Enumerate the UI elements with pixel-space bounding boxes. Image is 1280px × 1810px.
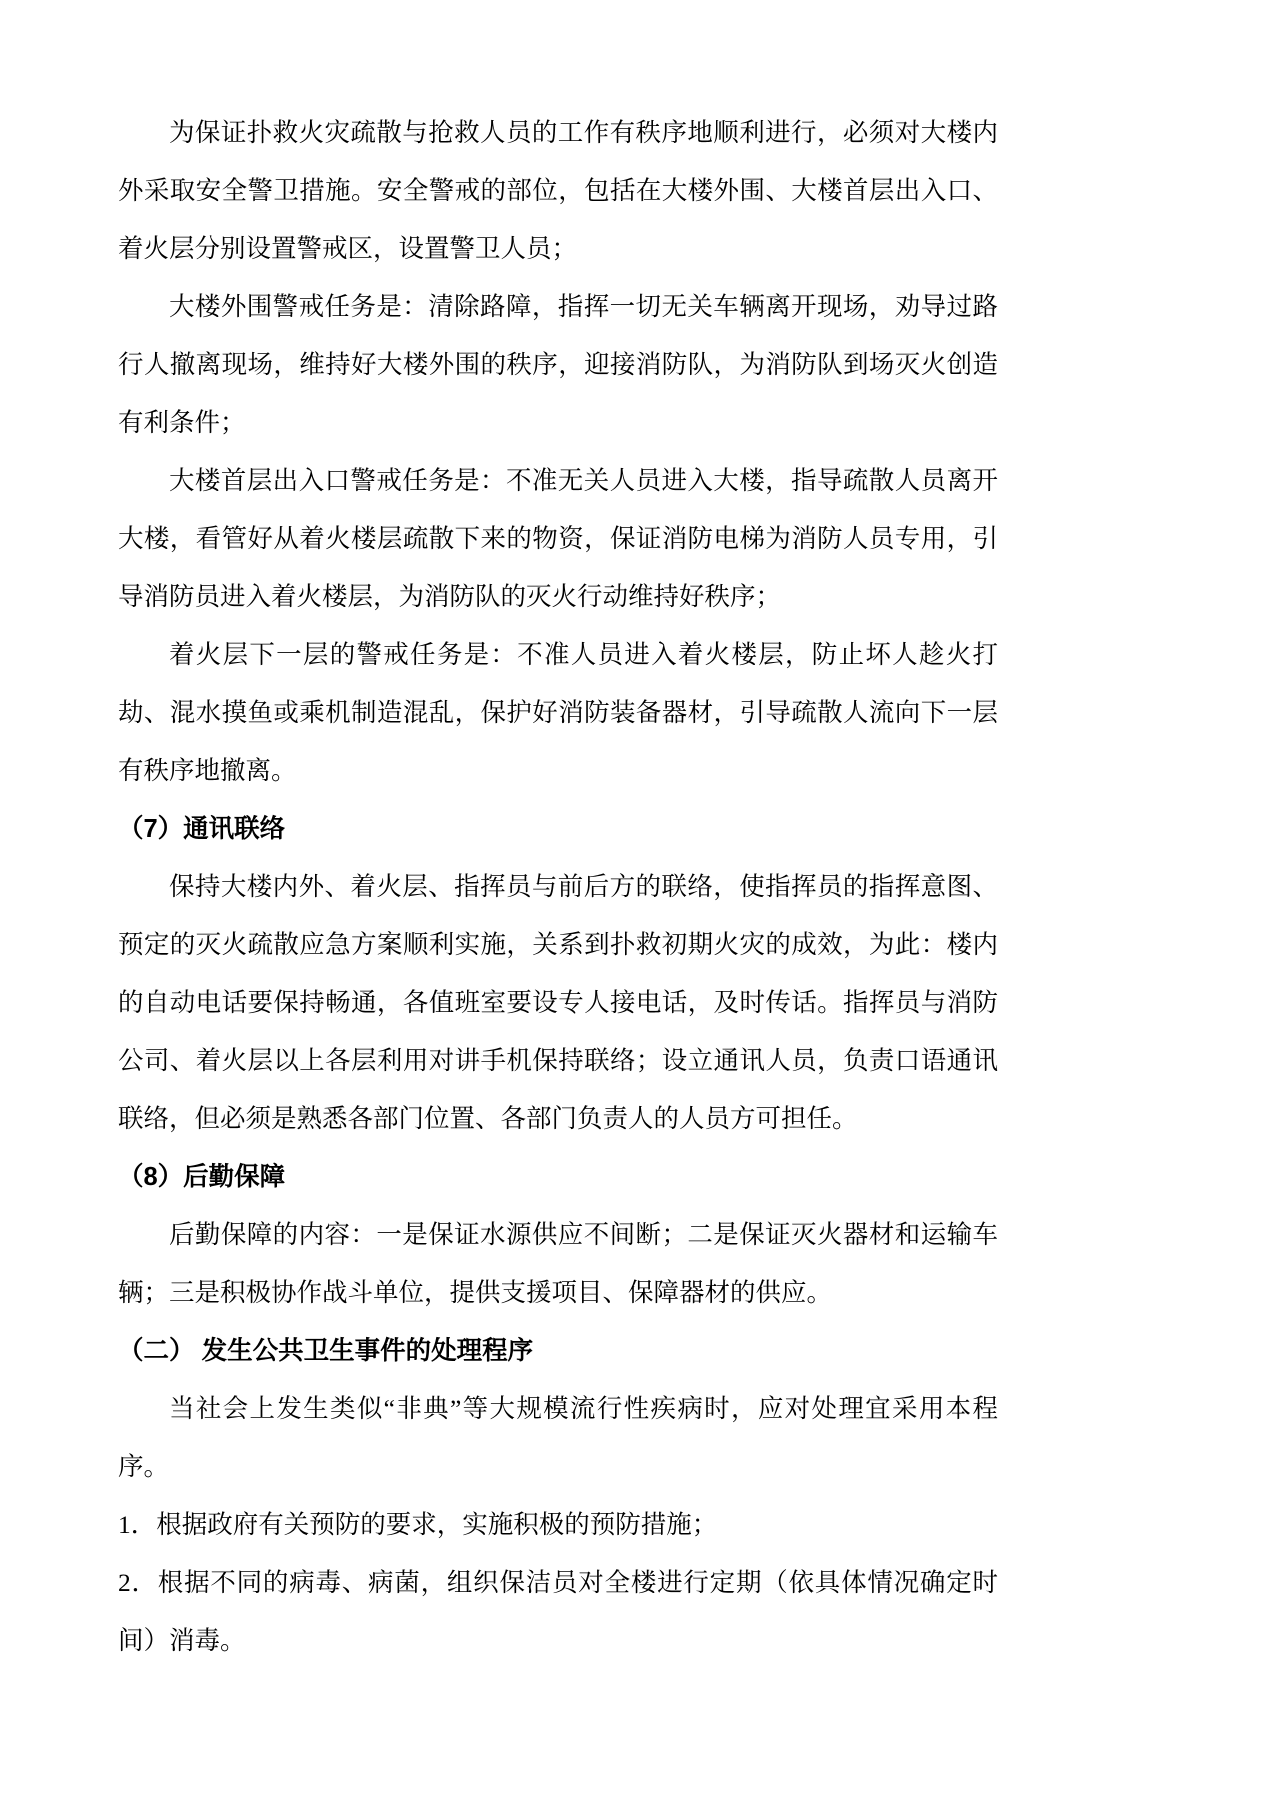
paragraph-logistics: 后勤保障的内容：一是保证水源供应不间断；二是保证灭火器材和运输车辆；三是积极协作战斗单位，提供支援项目、保障器材的供应。: [118, 1220, 998, 1307]
heading-logistics: （8）后勤保障: [118, 1163, 286, 1191]
heading-public-health-procedure: （二） 发生公共卫生事件的处理程序: [118, 1337, 534, 1365]
list-item-disinfection: 2．根据不同的病毒、病菌，组织保洁员对全楼进行定期（依具体情况确定时间）消毒。: [118, 1568, 998, 1655]
document-body: [118, 104, 998, 1670]
heading-communication: （7）通讯联络: [118, 815, 286, 843]
paragraph-perimeter-duty: 大楼外围警戒任务是：清除路障，指挥一切无关车辆离开现场，劝导过路行人撤离现场，维持好大楼外围的秩序，迎接消防队，为消防队到场灭火创造有利条件；: [118, 292, 998, 437]
paragraph-public-health-intro: 当社会上发生类似“非典”等大规模流行性疾病时，应对处理宜采用本程序。: [118, 1394, 998, 1481]
paragraph-communication: 保持大楼内外、着火层、指挥员与前后方的联络，使指挥员的指挥意图、预定的灭火疏散应急方案顺利实施，关系到扑救初期火灾的成效，为此：楼内的自动电话要保持畅通，各值班室要设专人接电话，及时传话。指挥员与消防公司、着火层以上各层利用对讲手机保持联络；设立通讯人员，负责口语通讯联络，但必须是熟悉各部门位置、各部门负责人的人员方可担任。: [118, 872, 998, 1133]
paragraph-below-fire-floor-duty: 着火层下一层的警戒任务是：不准人员进入着火楼层，防止坏人趁火打劫、混水摸鱼或乘机制造混乱，保护好消防装备器材，引导疏散人流向下一层有秩序地撤离。: [118, 640, 998, 785]
paragraph-ground-floor-duty: 大楼首层出入口警戒任务是：不准无关人员进入大楼，指导疏散人员离开大楼，看管好从着火楼层疏散下来的物资，保证消防电梯为消防人员专用，引导消防员进入着火楼层，为消防队的灭火行动维持好秩序；: [118, 466, 998, 611]
paragraph-security-guard: 为保证扑救火灾疏散与抢救人员的工作有秩序地顺利进行，必须对大楼内外采取安全警卫措施。安全警戒的部位，包括在大楼外围、大楼首层出入口、着火层分别设置警戒区，设置警卫人员；: [118, 118, 998, 263]
list-item-prevention-measures: 1．根据政府有关预防的要求，实施积极的预防措施；: [118, 1510, 718, 1539]
